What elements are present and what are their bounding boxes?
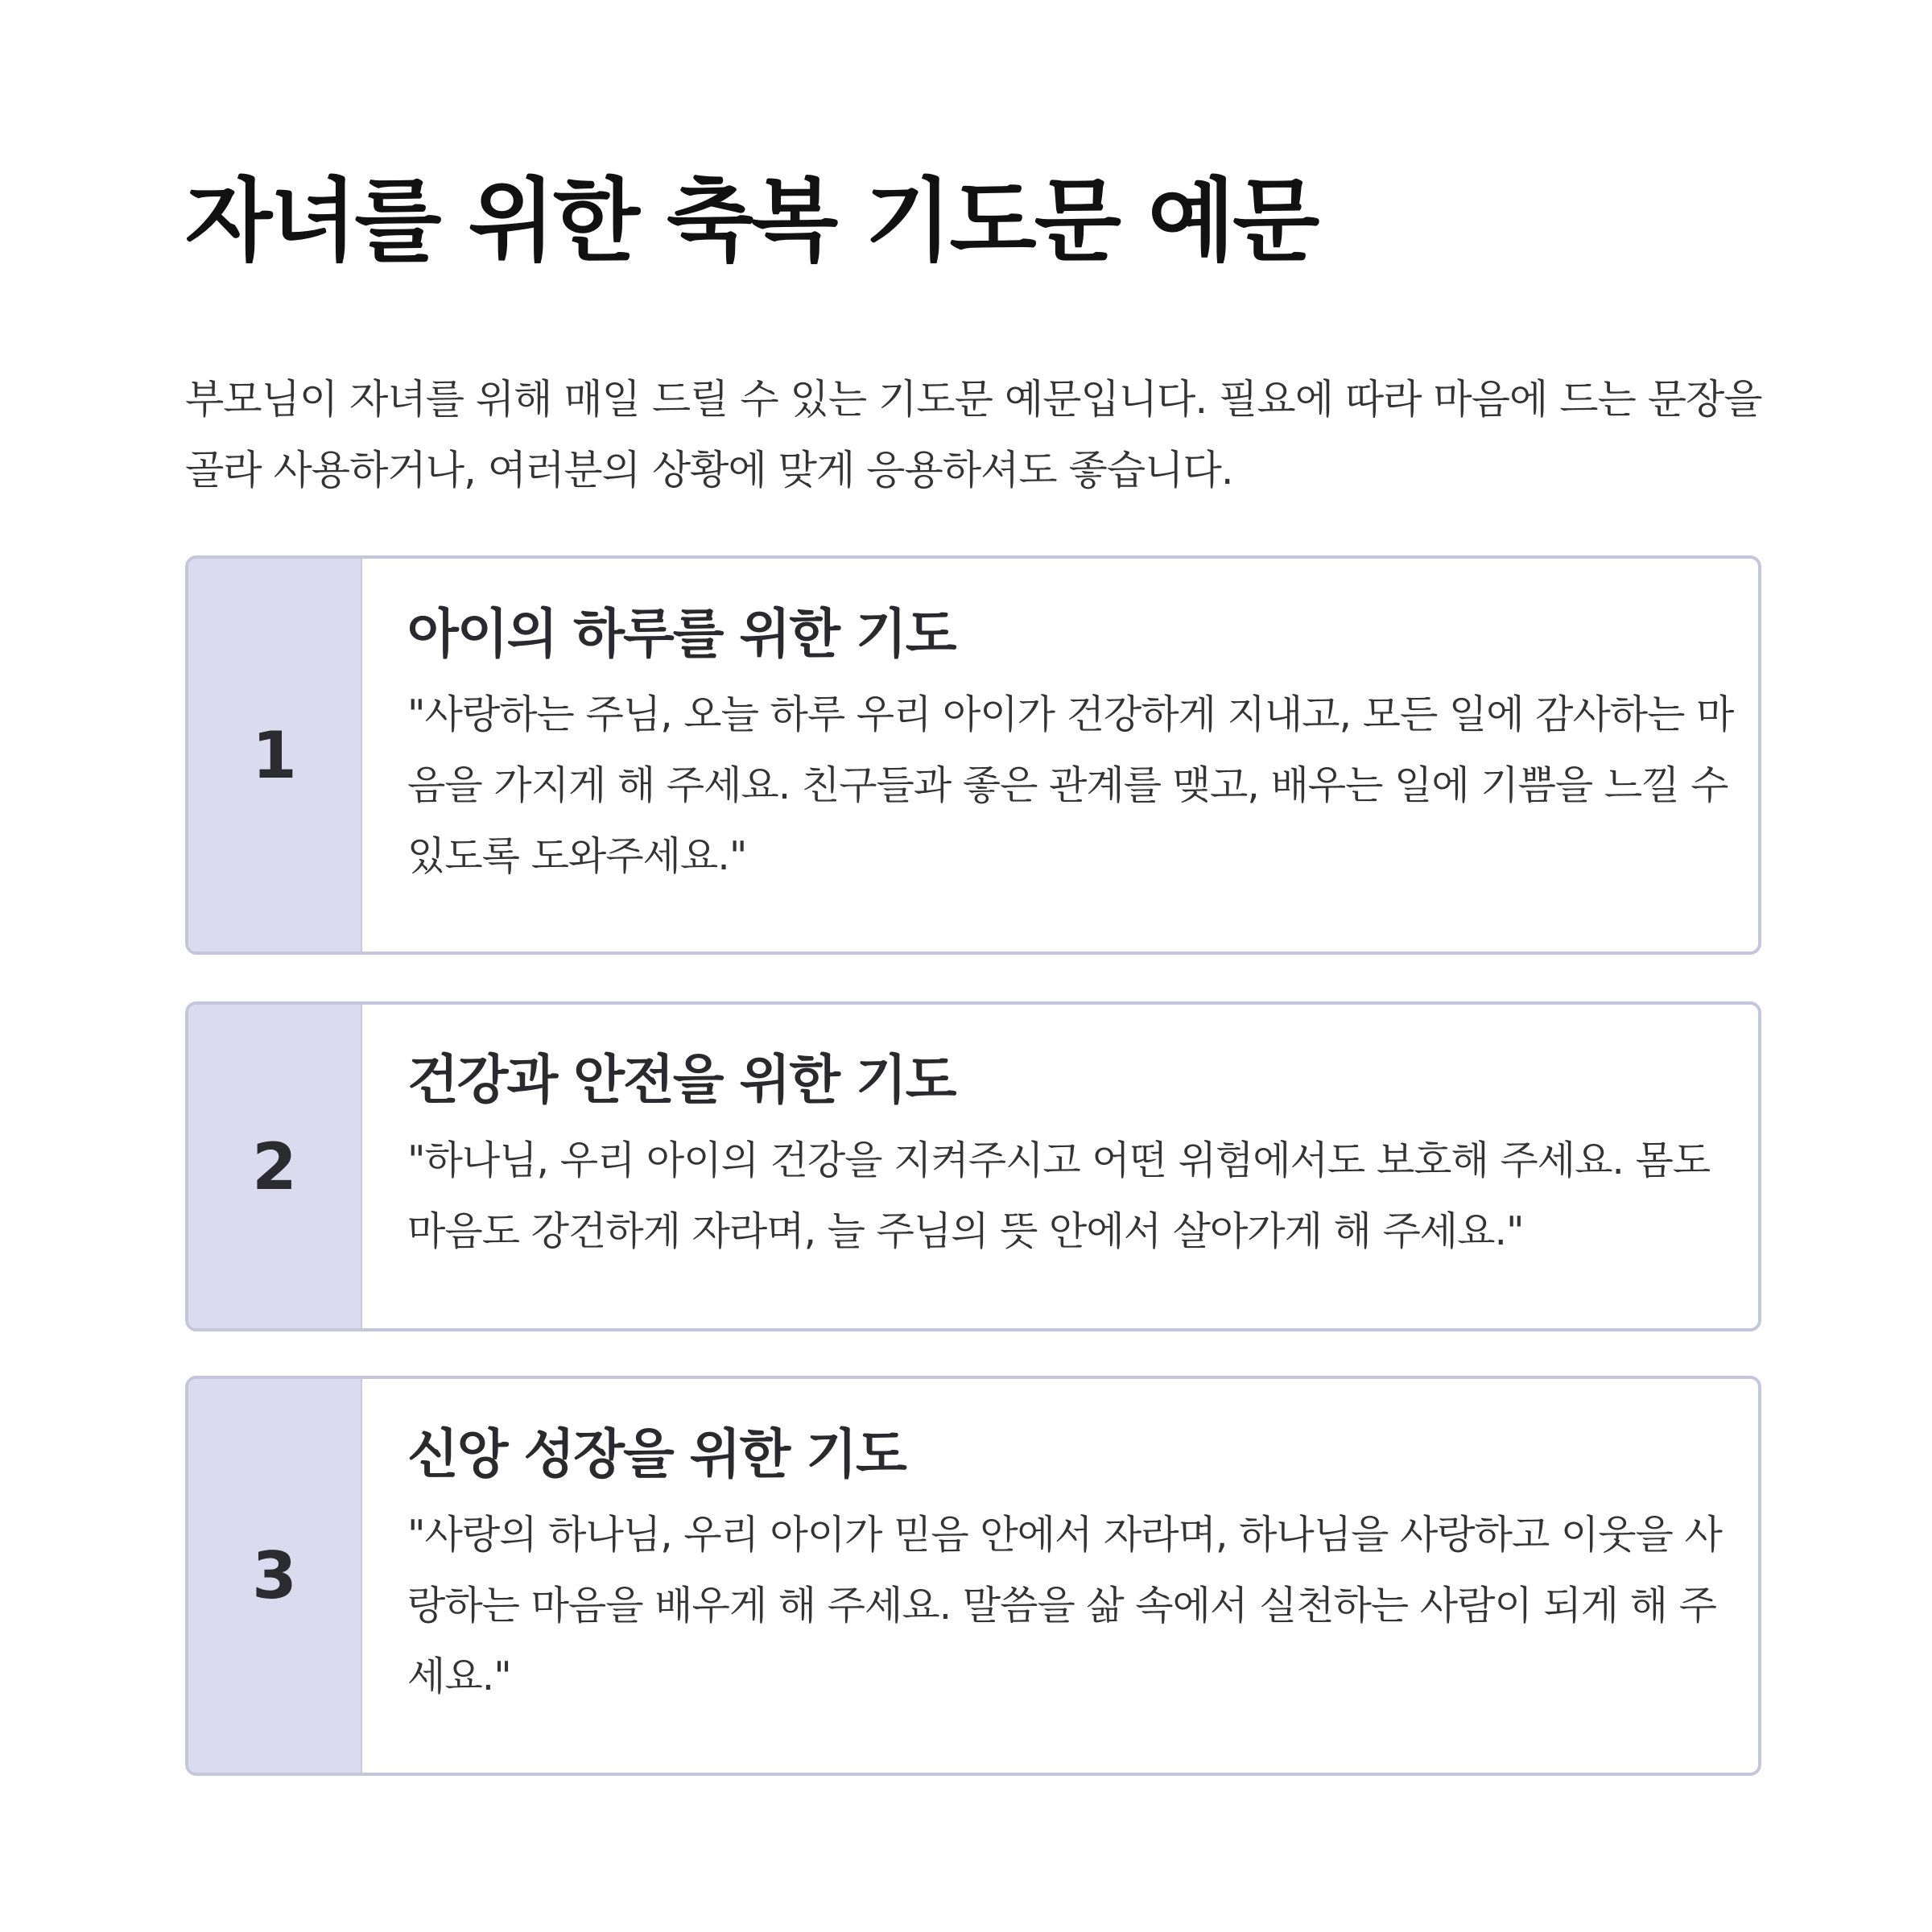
card-number: 1	[252, 717, 297, 793]
page-title: 자녀를 위한 축복 기도문 예문	[185, 169, 1318, 274]
card-text: "하나님, 우리 아이의 건강을 지켜주시고 어떤 위험에서도 보호해 주세요. 몸도 마음도 강건하게 자라며, 늘 주님의 뜻 안에서 살아가게 해 주세요."	[407, 1137, 1711, 1254]
prayer-card	[185, 1376, 1761, 1776]
card-text: "사랑하는 주님, 오늘 하루 우리 아이가 건강하게 지내고, 모든 일에 감사하는 마음을 가지게 해 주세요. 친구들과 좋은 관계를 맺고, 배우는 일에 기쁨을 느낄 수 있도록 도와주세요."	[407, 691, 1734, 879]
intro-paragraph: 부모님이 자녀를 위해 매일 드릴 수 있는 기도문 예문입니다. 필요에 따라 마음에 드는 문장을 골라 사용하거나, 여러분의 상황에 맞게 응용하셔도 좋습니다.	[185, 376, 1762, 493]
card-body	[362, 1379, 1758, 1773]
card-body	[362, 559, 1758, 952]
card-number-cell	[188, 1005, 362, 1328]
prayer-card	[185, 555, 1761, 955]
card-title: 건강과 안전을 위한 기도	[407, 1049, 956, 1111]
card-number-cell	[188, 1379, 362, 1773]
prayer-card	[185, 1001, 1761, 1331]
card-title: 신앙 성장을 위한 기도	[407, 1423, 906, 1485]
card-text: "사랑의 하나님, 우리 아이가 믿음 안에서 자라며, 하나님을 사랑하고 이웃을 사랑하는 마음을 배우게 해 주세요. 말씀을 삶 속에서 실천하는 사람이 되게 해 주세요."	[407, 1512, 1722, 1699]
card-number: 2	[252, 1129, 297, 1204]
card-number: 3	[252, 1538, 297, 1613]
card-title: 아이의 하루를 위한 기도	[407, 603, 956, 665]
card-number-cell	[188, 559, 362, 952]
card-body	[362, 1005, 1758, 1328]
